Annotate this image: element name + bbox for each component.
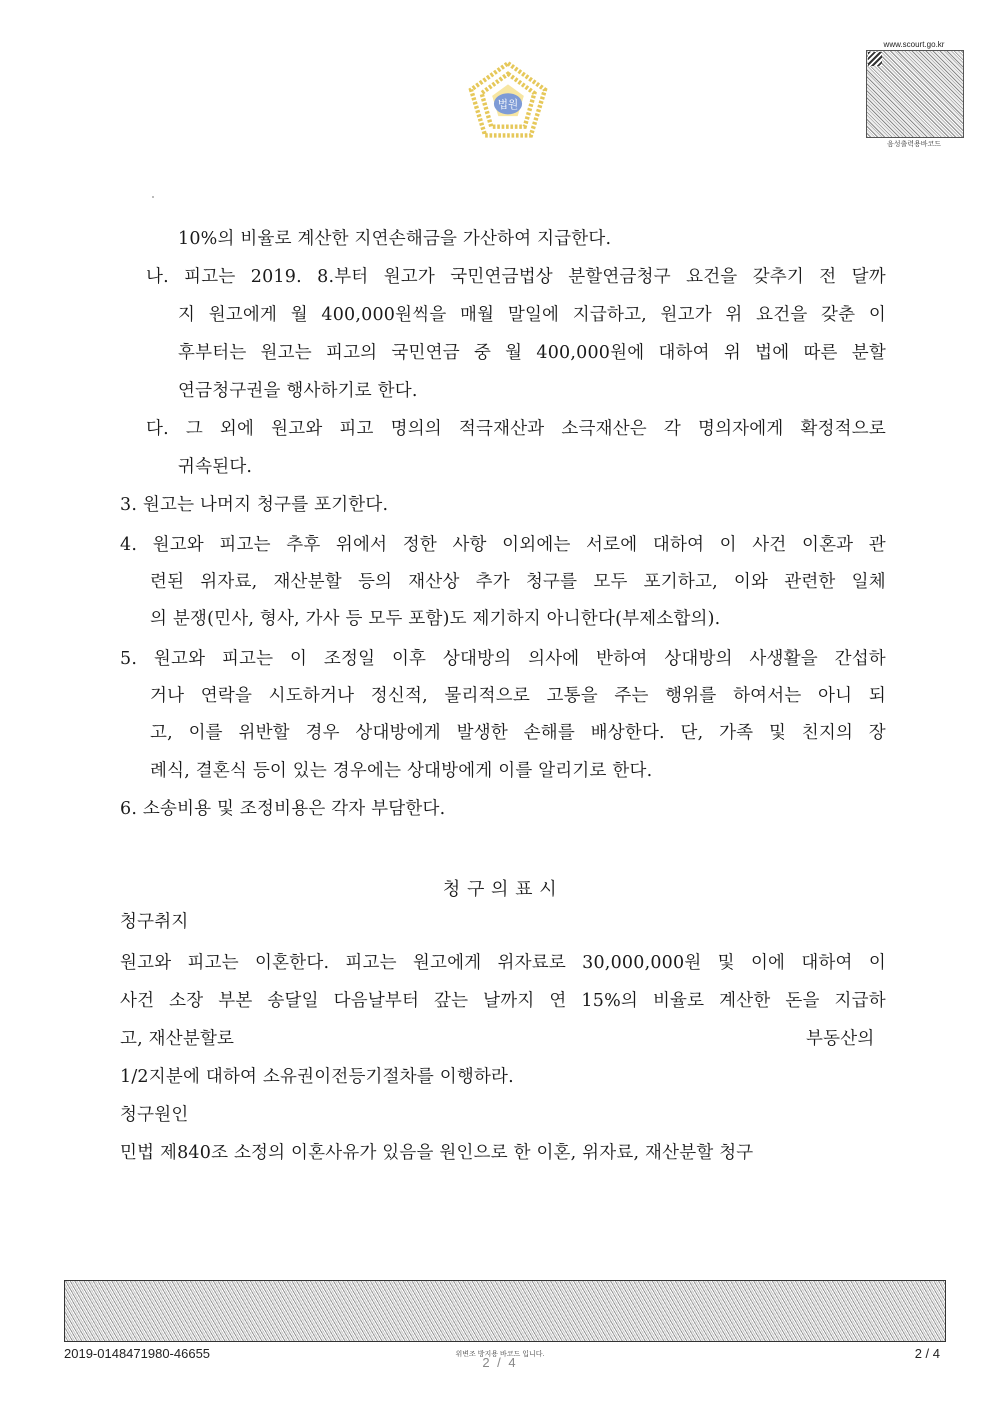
word: 각: [663, 419, 681, 439]
text-line: 의 분쟁(민사, 형사, 가사 등 모두 포함)도 제기하지 아니한다(부제소합의).: [150, 609, 721, 629]
word: 피고는: [184, 267, 236, 287]
word: 이와: [733, 572, 769, 592]
word: 외에: [219, 419, 255, 439]
text-line: 귀속된다.: [178, 457, 253, 477]
word: 원고와: [152, 535, 204, 555]
word: 련된: [150, 572, 185, 592]
word: 추후: [286, 535, 321, 555]
word: 국민연금법상: [450, 267, 553, 287]
text-line: [146, 418, 886, 440]
text-line: 부동산의: [806, 1029, 875, 1049]
word: 원고와: [120, 953, 172, 973]
word: 시도하거나: [268, 686, 355, 706]
word: 원고는: [260, 343, 312, 363]
text-line: [150, 722, 886, 744]
word: 모두: [593, 572, 628, 592]
word: 소장: [169, 991, 204, 1011]
word: 발생한: [456, 723, 508, 743]
barcode-note: 위변조 방지용 바코드 입니다.: [455, 1351, 545, 1358]
word: 피고의: [325, 343, 378, 363]
text-line: 6. 소송비용 및 조정비용은 각자 부담한다.: [120, 799, 446, 819]
word: 장: [868, 723, 886, 743]
word: 다.: [146, 419, 169, 439]
word: 사건: [120, 991, 155, 1011]
word: 원고에게: [412, 953, 482, 973]
page-number-center: 2 / 4: [482, 1355, 518, 1370]
emblem-label: 법원: [497, 99, 519, 112]
word: 피고는: [221, 649, 274, 669]
word: 배상한다.: [590, 723, 665, 743]
word: 사건: [752, 535, 787, 555]
word: 다음날부터: [333, 991, 420, 1011]
word: 및: [768, 723, 787, 743]
word: 지급하: [834, 991, 886, 1011]
word: 위: [725, 305, 743, 325]
word: 400,000원에: [536, 343, 645, 363]
word: 피고는: [219, 535, 271, 555]
text-line: 10%의 비율로 계산한 지연손해금을 가산하여 지급한다.: [178, 229, 612, 249]
word: 대하여: [658, 343, 710, 363]
word: 이혼한다.: [255, 953, 330, 973]
word: 관: [868, 535, 886, 555]
claim-purpose-label: 청구취지: [120, 912, 189, 932]
word: 지: [178, 305, 196, 325]
word: 경우: [305, 723, 340, 743]
word: 친지의: [801, 723, 854, 743]
word: 연: [549, 991, 567, 1011]
word: 고,: [150, 723, 173, 743]
word: 의사에: [528, 649, 580, 669]
word: 이: [719, 535, 737, 555]
word: 명의의: [390, 419, 442, 439]
word: 고통을: [546, 686, 598, 706]
word: 피고: [339, 419, 374, 439]
word: 매월: [460, 305, 495, 325]
word: 가족: [719, 723, 754, 743]
word: 원고가: [660, 305, 712, 325]
word: 중: [473, 343, 492, 363]
word: 이에: [750, 953, 786, 973]
word: 포기하고,: [643, 572, 718, 592]
word: 나.: [146, 267, 169, 287]
text-line: [178, 304, 886, 326]
text-line: [178, 342, 886, 364]
text-line: [120, 534, 886, 556]
word: 말일에: [507, 305, 560, 325]
word: 물리적으로: [444, 686, 530, 706]
word: 계산한: [719, 991, 771, 1011]
word: 15%의: [581, 991, 639, 1011]
word: 400,000원씩을: [321, 305, 447, 325]
word: 대하여: [801, 953, 853, 973]
word: 단,: [680, 723, 704, 743]
word: 반하여: [596, 649, 648, 669]
word: 이: [868, 953, 886, 973]
word: 거나: [150, 686, 185, 706]
word: 전: [819, 267, 837, 287]
word: 이혼과: [801, 535, 854, 555]
word: 및: [717, 953, 735, 973]
text-line: [120, 648, 886, 670]
word: 원고와: [271, 419, 323, 439]
court-emblem-logo: [464, 58, 552, 146]
word: 비율로: [652, 991, 705, 1011]
court-url: www.scourt.go.kr: [883, 40, 945, 49]
scan-speck: [152, 196, 154, 198]
text-line: [120, 990, 886, 1012]
word: 상대방에게: [355, 723, 441, 743]
word: 등의: [357, 572, 393, 592]
text-line: [150, 685, 886, 707]
word: 월: [290, 305, 308, 325]
word: 소극재산은: [561, 419, 647, 439]
word: 손해를: [523, 723, 575, 743]
word: 2019.: [250, 267, 302, 287]
word: 따른: [803, 343, 838, 363]
word: 그: [185, 419, 203, 439]
text-line: 민법 제840조 소정의 이혼사유가 있음을 원인으로 한 이혼, 위자료, 재산분할 청구: [120, 1143, 754, 1163]
word: 30,000,000원: [582, 953, 702, 973]
text-line: 례식, 결혼식 등이 있는 경우에는 상대방에게 이를 알리기로 한다.: [150, 761, 653, 781]
text-line: [146, 266, 886, 288]
word: 피고는: [345, 953, 397, 973]
word: 위에서: [335, 535, 388, 555]
word: 달까: [851, 267, 886, 287]
word: 재산분할: [273, 572, 342, 592]
word: 주는: [614, 686, 649, 706]
word: 상대방의: [664, 649, 733, 669]
word: 후부터는: [178, 343, 247, 363]
word: 적극재산과: [458, 419, 545, 439]
word: 갖춘: [821, 305, 856, 325]
word: 되: [868, 686, 886, 706]
word: 갚는: [434, 991, 469, 1011]
word: 서로에: [586, 535, 638, 555]
section-heading: 청 구 의 표 시: [442, 879, 558, 900]
word: 명의자에게: [697, 419, 784, 439]
word: 법에: [755, 343, 790, 363]
word: 돈을: [785, 991, 820, 1011]
word: 이외에는: [502, 535, 571, 555]
word: 청구를: [525, 572, 578, 592]
word: 분할: [851, 343, 886, 363]
word: 연락을: [200, 686, 253, 706]
word: 월: [505, 343, 523, 363]
word: 재산상: [408, 572, 460, 592]
word: 위자료,: [200, 572, 258, 592]
word: 분할연금청구: [568, 267, 671, 287]
word: 요건을: [686, 267, 738, 287]
word: 5.: [120, 649, 138, 669]
word: 상대방의: [442, 649, 512, 669]
word: 이를: [188, 723, 223, 743]
word: 일체: [851, 572, 886, 592]
word: 사항: [452, 535, 487, 555]
word: 하여서는: [733, 686, 802, 706]
word: 정신적,: [370, 686, 428, 706]
word: 위: [723, 343, 742, 363]
word: 행위를: [665, 686, 717, 706]
word: 간섭하: [834, 649, 886, 669]
qr-caption: 음성출력용바코드: [886, 141, 942, 148]
word: 아니: [818, 686, 853, 706]
word: 조정일: [323, 649, 376, 669]
word: 위자료로: [497, 953, 566, 973]
word: 날까지: [483, 991, 535, 1011]
claim-cause-label: 청구원인: [120, 1105, 189, 1125]
anti-forgery-barcode: [64, 1280, 946, 1342]
word: 이: [868, 305, 886, 325]
word: 송달일: [267, 991, 319, 1011]
word: 정한: [402, 535, 437, 555]
word: 이후: [391, 649, 427, 669]
page-number: 2 / 4: [914, 1346, 940, 1361]
text-line: [120, 952, 886, 974]
word: 추가: [475, 572, 510, 592]
word: 8.부터: [317, 267, 369, 287]
text-line: 연금청구권을 행사하기로 한다.: [178, 381, 418, 401]
word: 관련한: [784, 572, 836, 592]
qr-corner-marker: [868, 52, 882, 66]
word: 부본: [218, 991, 253, 1011]
text-line: 3. 원고는 나머지 청구를 포기한다.: [120, 495, 389, 515]
word: 국민연금: [391, 343, 460, 363]
word: 원고가: [383, 267, 436, 287]
word: 4.: [120, 535, 138, 555]
word: 대하여: [652, 535, 705, 555]
word: 확정적으로: [800, 419, 886, 439]
text-line: 고, 재산분할로: [120, 1029, 235, 1049]
text-line: [150, 571, 886, 593]
word: 원고와: [153, 649, 206, 669]
document-number: 2019-0148471980-46655: [64, 1346, 211, 1361]
word: 위반할: [238, 723, 290, 743]
word: 피고는: [187, 953, 239, 973]
word: 갖추기: [752, 267, 805, 287]
word: 원고에게: [208, 305, 278, 325]
word: 지급하고,: [572, 305, 647, 325]
word: 요건을: [756, 305, 808, 325]
text-line: 1/2지분에 대하여 소유권이전등기절차를 이행하라.: [120, 1067, 514, 1087]
word: 이: [290, 649, 308, 669]
word: 사생활을: [749, 649, 818, 669]
